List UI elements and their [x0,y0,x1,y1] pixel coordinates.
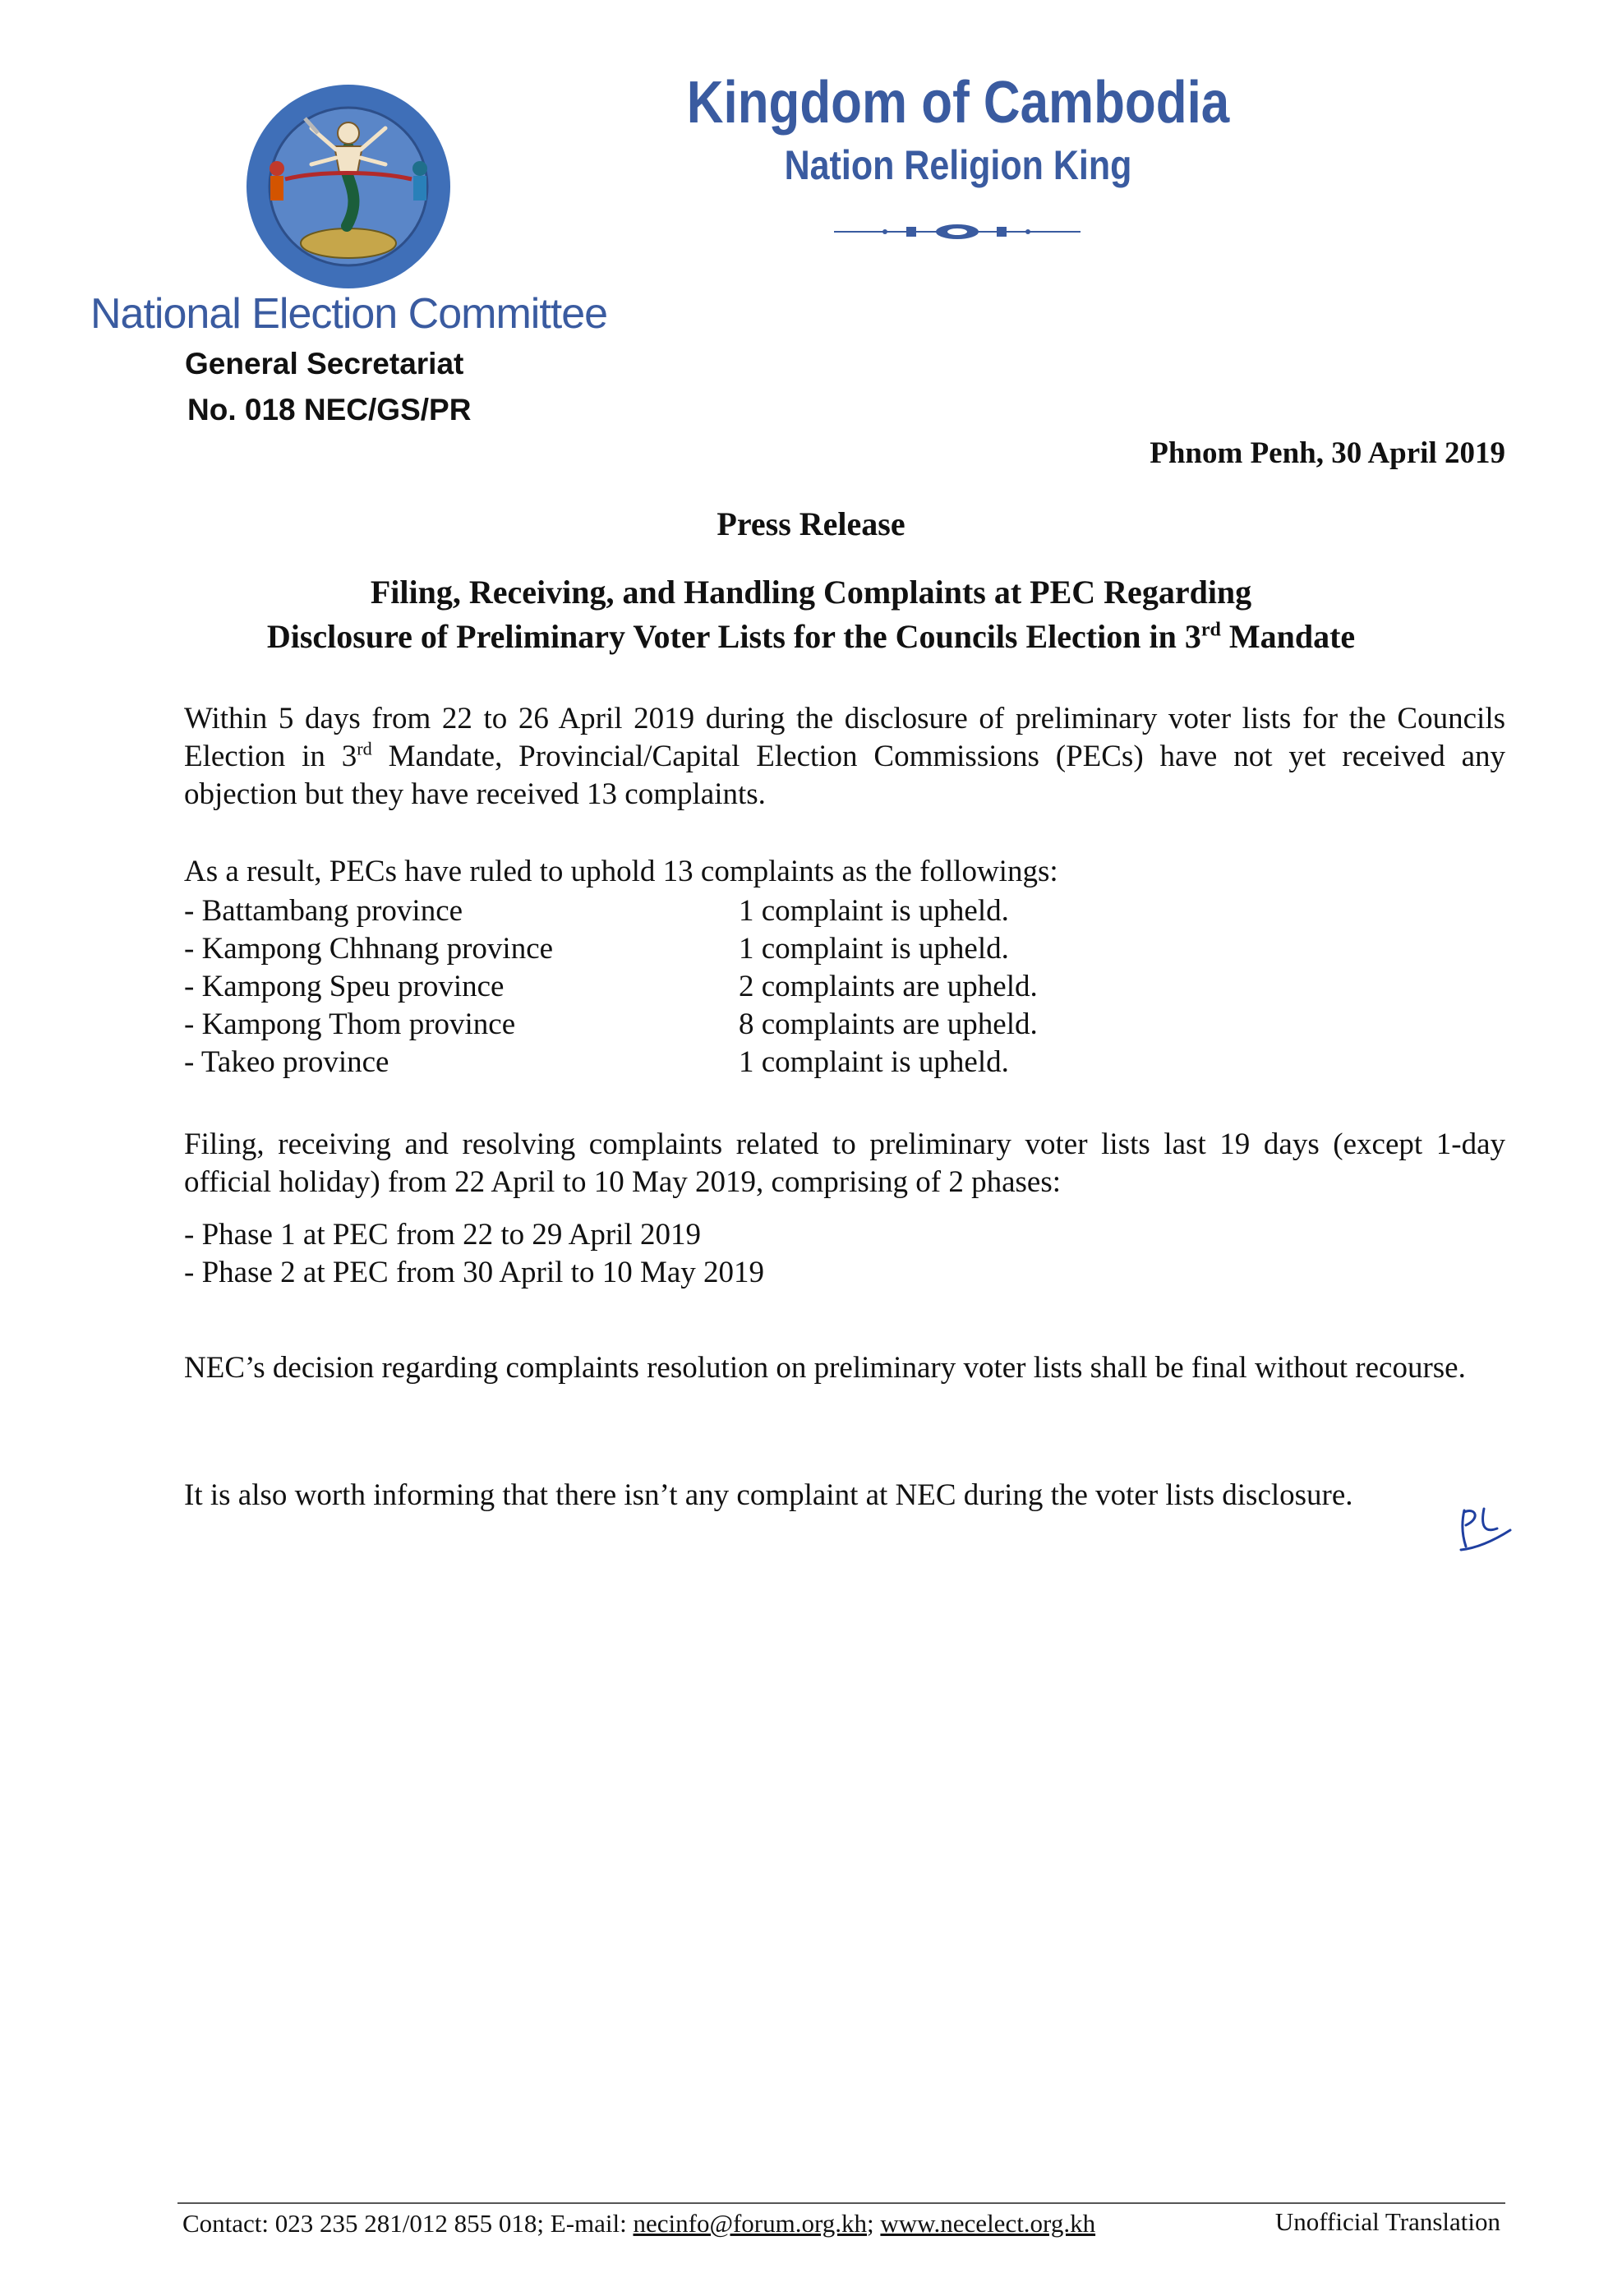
subject-line-1: Filing, Receiving, and Handling Complaints at PEC Regarding [370,574,1252,611]
list-item: - Takeo province 1 complaint is upheld. [184,1045,1009,1079]
department-name: General Secretariat [185,347,464,380]
result-section [184,853,1505,1081]
email-link[interactable]: necinfo@forum.org.kh [633,2209,868,2238]
list-item: - Kampong Speu province 2 complaints are upheld. [184,970,1038,1003]
phase-list [184,1216,1505,1292]
website-link[interactable]: www.necelect.org.kh [880,2209,1096,2238]
divider-ornament-icon [834,222,1081,242]
subject-heading [0,570,1622,659]
subject-line-2: Disclosure of Preliminary Voter Lists for the Councils Election in 3rd Mandate [266,618,1356,655]
list-item: - Kampong Thom province 8 complaints are upheld. [184,1007,1038,1041]
list-item: - Battambang province 1 complaint is upheld. [184,894,1009,928]
country-name: Kingdom of Cambodia [686,70,1230,136]
list-item: - Kampong Chhnang province 1 complaint is upheld. [184,932,1009,966]
complaint-list [184,892,1505,1081]
organization-name: National Election Committee [90,290,608,338]
list-item: - Phase 1 at PEC from 22 to 29 April 2019 [184,1218,701,1252]
closing-paragraph: It is also worth informing that there isn’t any complaint at NEC during the voter lists disclosure. [184,1478,1353,1512]
initials-signature-icon [1456,1501,1514,1555]
place-date: Phnom Penh, 30 April 2019 [1150,436,1505,470]
result-intro: As a result, PECs have ruled to uphold 13 complaints as the followings: [184,855,1058,888]
translation-note: Unofficial Translation [1274,2207,1500,2236]
document-type: Press Release [717,505,905,542]
decision-paragraph: NEC’s decision regarding complaints resolution on preliminary voter lists shall be final without recourse. [184,1351,1466,1385]
filing-paragraph: Filing, receiving and resolving complaints related to preliminary voter lists last 19 days (except 1-day official holiday) from 22 April to 10 May 2019, comprising of 2 phases: [184,1127,1505,1199]
document-number: No. 018 NEC/GS/PR [187,393,472,426]
national-motto: Nation Religion King [784,142,1132,188]
footer-contact: Contact: 023 235 281/012 855 018; E-mail: necinfo@forum.org.kh; www.necelect.org.kh [182,2209,1096,2238]
footer-divider [177,2202,1505,2204]
intro-paragraph: Within 5 days from 22 to 26 April 2019 during the disclosure of preliminary voter lists for the Councils Election in 3rd Mandate, Provincial/Capital Election Commissions (PECs) have not yet received any objection but they have received 13 complaints. [184,702,1505,811]
list-item: - Phase 2 at PEC from 30 April to 10 May 2019 [184,1256,765,1289]
